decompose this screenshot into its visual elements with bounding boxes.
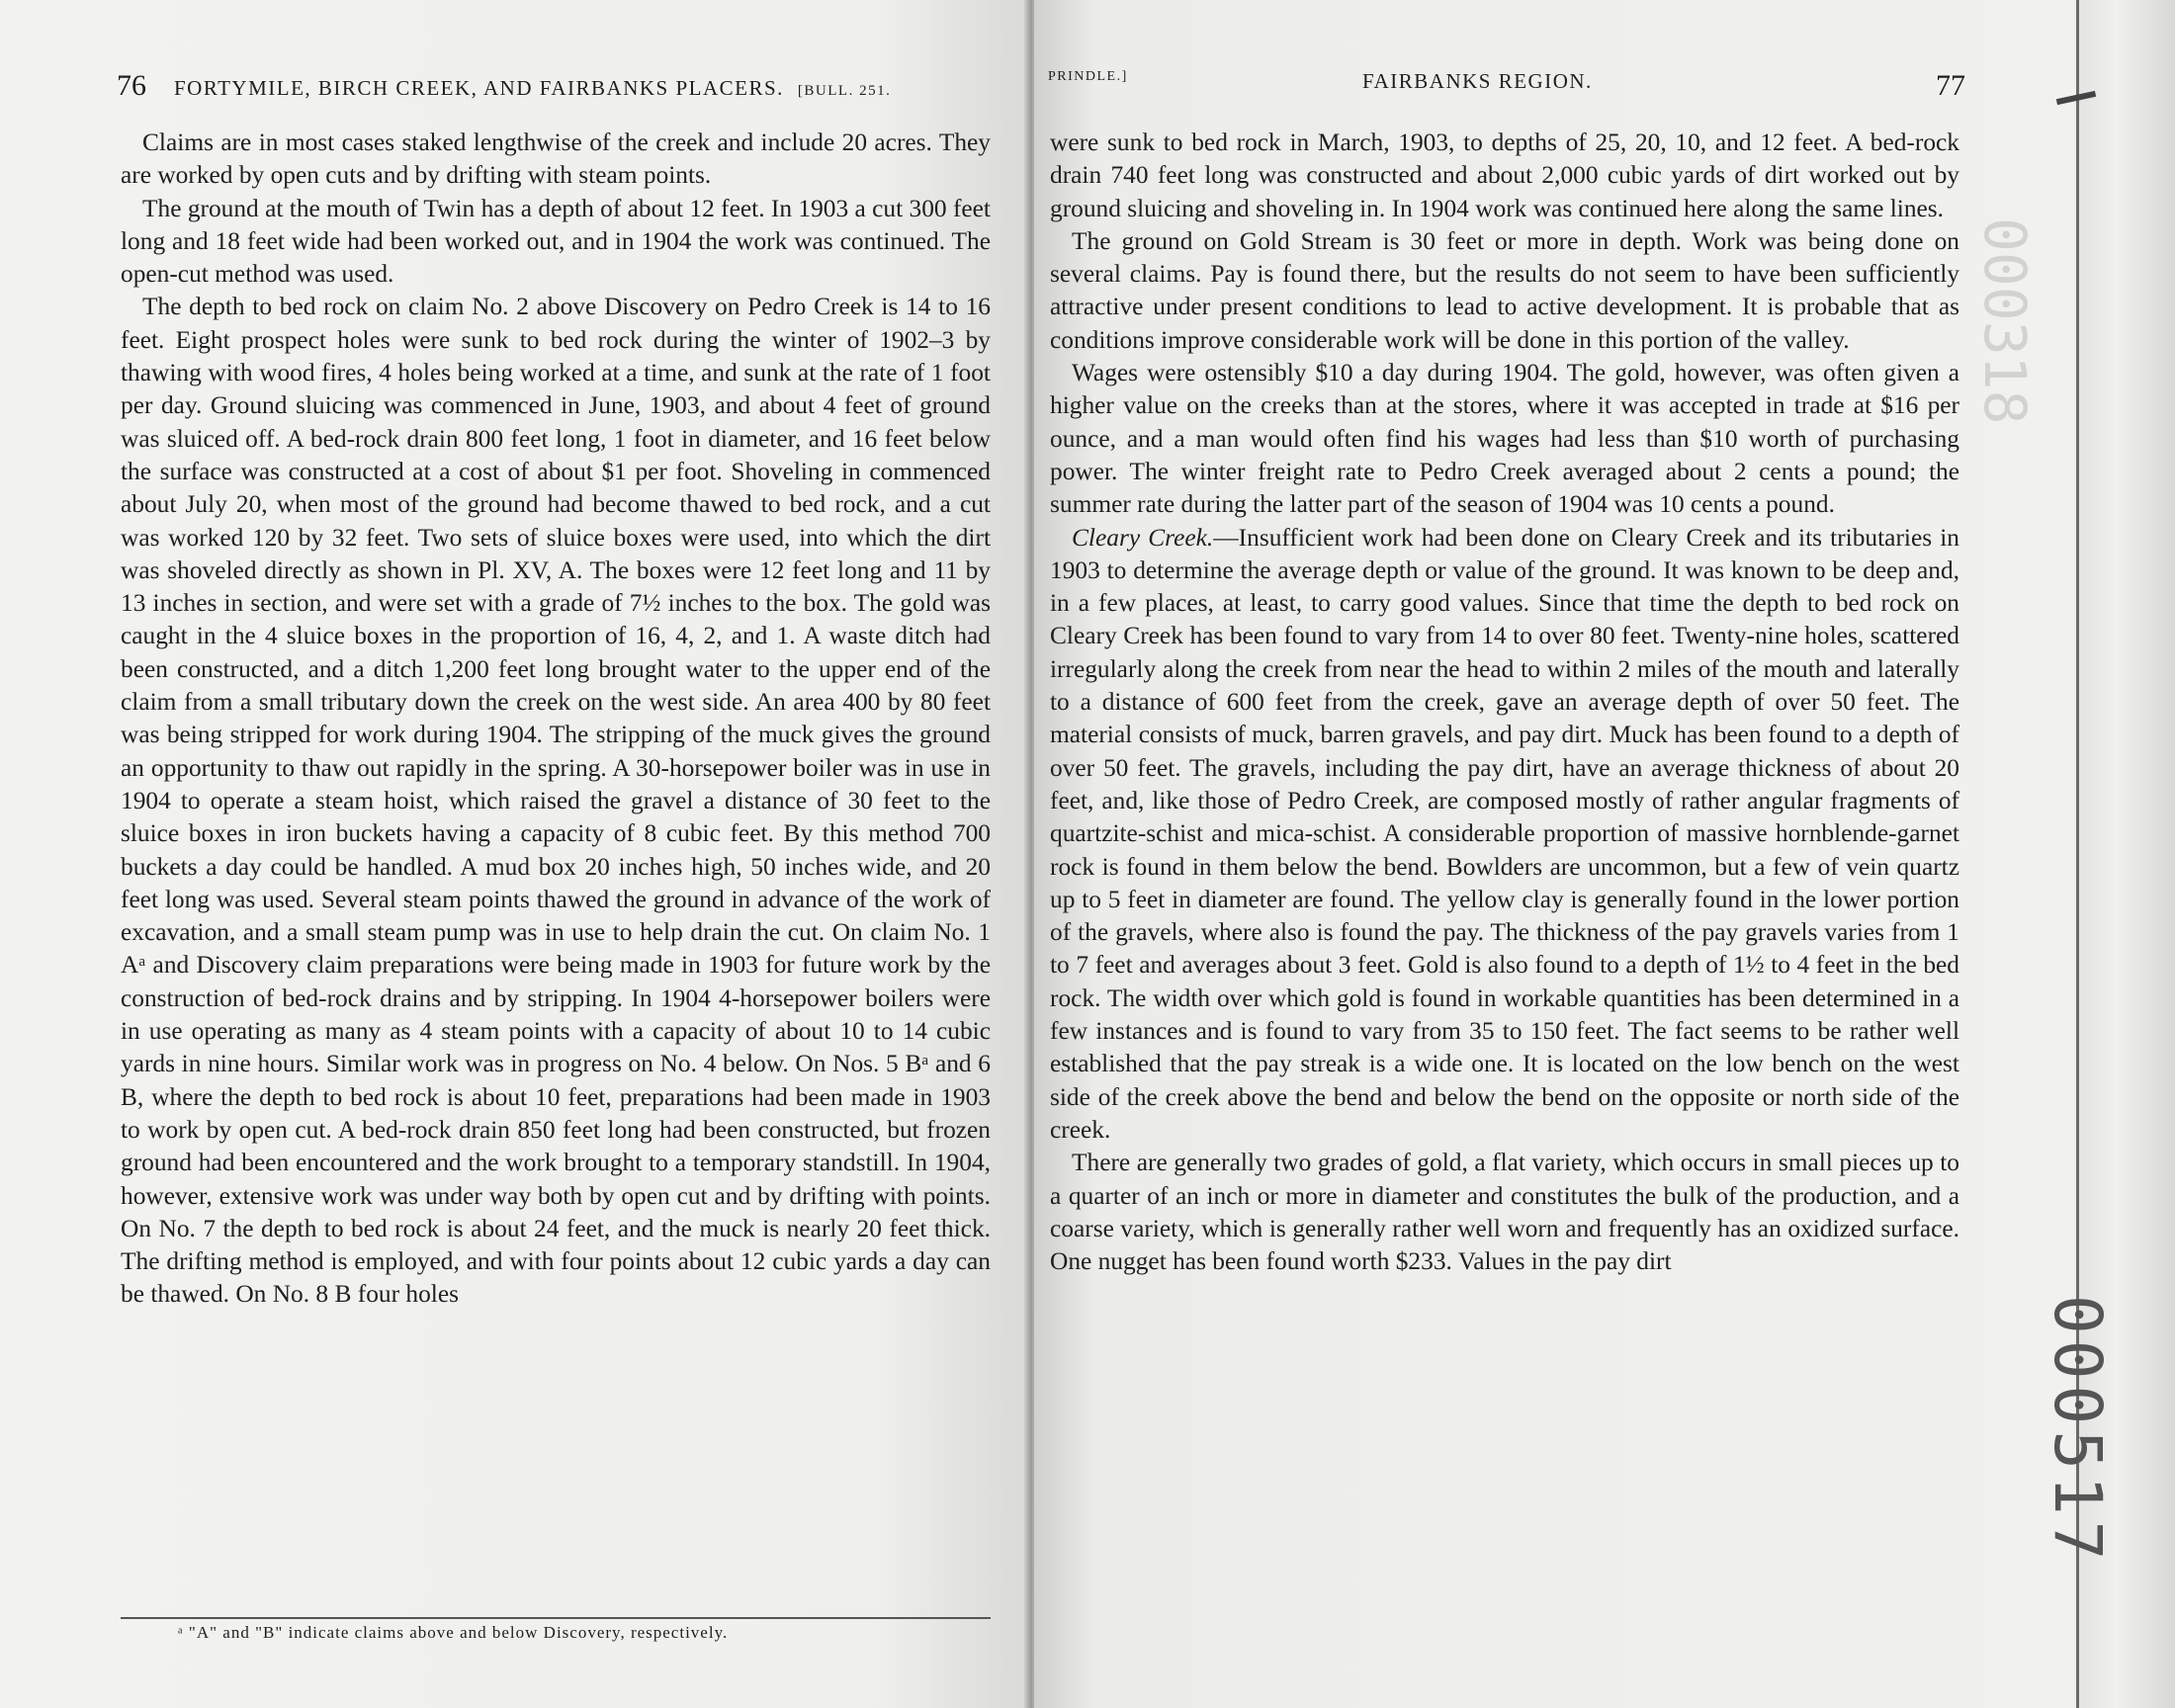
footnote-rule [121,1617,991,1619]
paragraph: were sunk to bed rock in March, 1903, to depths of 25, 20, 10, and 12 feet. A bed-rock drain 740 feet long was constructed and about 2,000 cubic yards of dirt worked out by ground sluicing and shoveling in. In 1904 work was continued here along the same lines. [1050,128,1959,222]
archive-stamp: 000517 [2040,1295,2116,1567]
author-tag: PRINDLE.] [1048,69,1128,84]
paragraph [1050,522,1959,1148]
section-text: —Insufficient work had been done on Cleary Creek and its tributaries in 1903 to determine the average depth or value of the ground. It was known to be deep and, in a few places, at least, to carry good values. Since that time the depth to bed rock on Cleary Creek has been found to vary from 14 to over 80 feet. Twenty-nine holes, scattered irregularly along the creek from near the head to within 2 miles of the mouth and laterally to a distance of 600 feet from the creek, gave an average depth of over 50 feet. The material consists of muck, barren gravels, and pay dirt. Muck has been found to a depth of over 50 feet. The gravels, including the pay dirt, have an average thickness of about 20 feet, and, like those of Pedro Creek, are composed mostly of rather angular fragments of quartzite-schist and mica-schist. A considerable proportion of massive hornblende-garnet rock is found in them below the bend. Bowlders are uncommon, but a few of vein quartz up to 5 feet in diameter are found. The yellow clay is generally found in the lower portion of the gravels, where also is found the pay. The thickness of the pay gravels varies from 1 to 7 feet and averages about 3 feet. Gold is also found to a depth of 1½ to 4 feet in the bed rock. The width over which gold is found in workable quantities has been determined in a few instances and is found to vary from 35 to 150 feet. The fact seems to be rather well established that the pay streak is a wide one. It is located on the low bench on the west side of the creek above the bend and below the bend on the opposite or north side of the creek. [1050,523,1959,1144]
page-number: 77 [1936,69,1965,102]
faint-archive-stamp: 000318 [1971,217,2039,425]
paragraph: Wages were ostensibly $10 a day during 1904. The gold, however, was often given a higher value on the creeks than at the stores, where it was accepted in trade at $16 per ounce, and a man would often find his wages had less than $10 worth of purchasing power. The winter freight rate to Pedro Creek averaged about 2 cents a pound; the summer rate during the latter part of the season of 1904 was 10 cents a pound. [1050,359,1959,519]
right-text-column [1050,127,1959,1278]
left-running-head [117,69,989,103]
running-title: FAIRBANKS REGION. [1362,69,1593,93]
page-number: 76 [117,69,146,102]
paragraph: The ground on Gold Stream is 30 feet or more in depth. Work was being done on several claims. Pay is found there, but the results do not seem to have been sufficiently attractive under present conditions to lead to active development. It is probable that as conditions improve considerable work will be done in this portion of the valley. [1050,226,1959,354]
paragraph: There are generally two grades of gold, a flat variety, which occurs in small pieces up to a quarter of an inch or more in diameter and constitutes the bulk of the production, and a coarse variety, which is generally rather well worn and frequently has an oxidized surface. One nugget has been found worth $233. Values in the pay dirt [1050,1149,1959,1276]
running-title: FORTYMILE, BIRCH CREEK, AND FAIRBANKS PLACERS. [174,76,784,100]
left-page [0,0,1030,1708]
left-text-column [121,127,991,1312]
footnote: ᵃ "A" and "B" indicate claims above and below Discovery, respectively. [178,1623,729,1642]
section-heading: Cleary Creek. [1072,523,1214,552]
right-page [1034,0,2076,1708]
bulletin-number: [BULL. 251. [797,83,892,99]
paragraph: The ground at the mouth of Twin has a depth of about 12 feet. In 1903 a cut 300 feet long and 18 feet wide had been worked out, and in 1904 the work was continued. The open-cut method was used. [121,194,991,289]
paragraph: The depth to bed rock on claim No. 2 above Discovery on Pedro Creek is 14 to 16 feet. Eight prospect holes were sunk to bed rock during the winter of 1902–3 by thawing with wood fires, 4 holes being worked at a time, and sunk at the rate of 1 foot per day. Ground sluicing was commenced in June, 1903, and about 4 feet of ground was sluiced off. A bed-rock drain 800 feet long, 1 foot in diameter, and 16 feet below the surface was constructed at a cost of about $1 per foot. Shoveling in commenced about July 20, when most of the ground had become thawed to bed rock, and a cut was worked 120 by 32 feet. Two sets of sluice boxes were used, into which the dirt was shoveled directly as shown in Pl. XV, A. The boxes were 12 feet long and 11 by 13 inches in section, and were set with a grade of 7½ inches to the box. The gold was caught in the 4 sluice boxes in the proportion of 16, 4, 2, and 1. A waste ditch had been constructed, and a ditch 1,200 feet long brought water to the upper end of the claim from a small tributary down the creek on the west side. An area 400 by 80 feet was being stripped for work during 1904. The stripping of the muck gives the ground an opportunity to thaw out rapidly in the spring. A 30-horsepower boiler was in use in 1904 to operate a steam hoist, which raised the gravel a distance of 30 feet to the sluice boxes in iron buckets having a capacity of 8 cubic feet. By this method 700 buckets a day could be handled. A mud box 20 inches high, 50 inches wide, and 20 feet long was used. Several steam points thawed the ground in advance of the work of excavation, and a small steam pump was in use to help drain the cut. On claim No. 1 Aᵃ and Discovery claim preparations were being made in 1903 for future work by the construction of bed-rock drains and by stripping. In 1904 4-horsepower boilers were in use operating as many as 4 steam points with a capacity of about 10 to 14 cubic yards in nine hours. Similar work was in progress on No. 4 below. On Nos. 5 Bᵃ and 6 B, where the depth to bed rock is about 10 feet, preparations had been made in 1903 to work by open cut. A bed-rock drain 850 feet long had been constructed, but frozen ground had been encountered and the work brought to a temporary standstill. In 1904, however, extensive work was under way both by open cut and by drifting with points. On No. 7 the depth to bed rock is about 24 feet, and the muck is nearly 20 feet thick. The drifting method is employed, and with four points about 12 cubic yards a day can be thawed. On No. 8 B four holes [121,293,991,1309]
paragraph: Claims are in most cases staked lengthwise of the creek and include 20 acres. They are worked by open cuts and by drifting with steam points. [121,128,991,190]
right-running-head [1048,69,1965,103]
